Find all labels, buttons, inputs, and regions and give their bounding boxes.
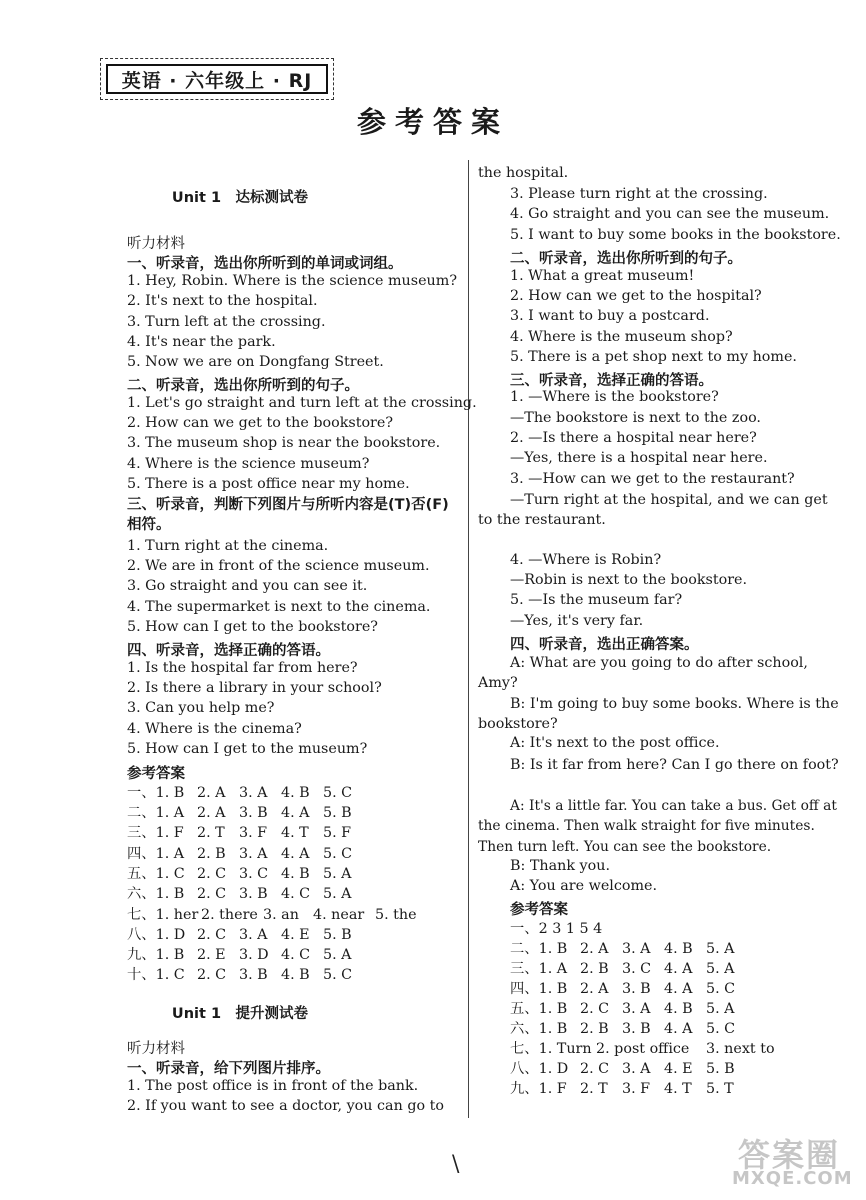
list-item: 5. There is a post office near my home. (127, 476, 410, 492)
book-label: 英语 · 六年级上 · RJ (106, 64, 328, 94)
unit-title: Unit 1 提升测试卷 (171, 1006, 309, 1022)
answer-row: 九、1. F 2. T 3. F 4. T 5. T (510, 1081, 734, 1097)
list-item: —Yes, it's very far. (510, 613, 644, 629)
watermark-logo (710, 1130, 860, 1192)
list-item: 2. —Is there a hospital near here? (510, 430, 757, 446)
section-label: 听力材料 (127, 1041, 185, 1057)
answer-row: 八、1. D 2. C 3. A 4. E 5. B (127, 927, 352, 943)
watermark-line1: 答案圈 (738, 1136, 841, 1174)
answer-row: 四、1. A 2. B 3. A 4. A 5. C (127, 846, 353, 862)
section-heading: 四、听录音，选择正确的答语。 (127, 643, 330, 659)
list-item: 1. The post office is in front of the bank. (127, 1078, 419, 1094)
page-title: 参考答案 (356, 105, 509, 139)
list-item: 1. What a great museum! (510, 268, 695, 284)
unit-title: Unit 1 达标测试卷 (171, 190, 309, 206)
list-item: 4. —Where is Robin? (510, 552, 662, 568)
list-item: 3. I want to buy a postcard. (510, 308, 710, 324)
answer-row: 八、1. D 2. C 3. A 4. E 5. B (510, 1061, 735, 1077)
dialog-line: B: Is it far from here? Can I go there on foot? (510, 757, 839, 773)
dialog-line: A: What are you going to do after school, Amy? (478, 655, 808, 692)
answer-row: 五、1. C 2. C 3. C 4. B 5. A (127, 866, 352, 882)
dialog-line: A: It's next to the post office. (510, 735, 720, 751)
answer-row: 一、1. B 2. A 3. A 4. B 5. C (127, 785, 353, 801)
list-item: 1. Turn right at the cinema. (127, 538, 329, 554)
right-column (470, 0, 866, 1200)
section-label: 听力材料 (127, 236, 185, 252)
answer-row: 三、1. F 2. T 3. F 4. T 5. F (127, 825, 352, 841)
list-item: 3. —How can we get to the restaurant? (510, 471, 795, 487)
list-item: 4. Where is the museum shop? (510, 329, 733, 345)
list-item: 2. We are in front of the science museum. (127, 558, 430, 574)
list-item: —The bookstore is next to the zoo. (510, 410, 761, 426)
list-item: 5. I want to buy some books in the bookstore. (510, 227, 841, 243)
list-item: 2. How can we get to the bookstore? (127, 415, 394, 431)
answer-row: 六、1. B 2. C 3. B 4. C 5. A (127, 886, 352, 902)
list-item: —Yes, there is a hospital near here. (510, 450, 768, 466)
answers-heading: 参考答案 (127, 766, 185, 782)
answer-row: 四、1. B 2. A 3. B 4. A 5. C (510, 981, 736, 997)
section-heading: 一、听录音，给下列图片排序。 (127, 1061, 330, 1077)
list-item: 2. How can we get to the hospital? (510, 288, 762, 304)
answer-row: 十、1. C 2. C 3. B 4. B 5. C (127, 967, 353, 983)
list-item: 4. It's near the park. (127, 334, 276, 350)
list-item: 3. Can you help me? (127, 700, 275, 716)
list-item: 2. Is there a library in your school? (127, 680, 382, 696)
answer-row: 二、1. B 2. A 3. A 4. B 5. A (510, 941, 735, 957)
list-item: 4. Go straight and you can see the museum. (510, 206, 830, 222)
list-item: 3. Turn left at the crossing. (127, 314, 326, 330)
section-heading: 二、听录音，选出你所听到的句子。 (127, 378, 359, 394)
answer-row: 五、1. B 2. C 3. A 4. B 5. A (510, 1001, 735, 1017)
list-item: —Turn right at the hospital, and we can get to the restaurant. (478, 492, 828, 529)
dialog-line: A: It's a little far. You can take a bus. Get off at the cinema. Then walk straight for five minutes. Then turn left. You can see the bookstore. (478, 798, 837, 855)
list-item: 5. —Is the museum far? (510, 592, 683, 608)
answer-row: 三、1. A 2. B 3. C 4. A 5. A (510, 961, 735, 977)
list-item: 5. Now we are on Dongfang Street. (127, 354, 384, 370)
answer-row: 七、1. Turn 2. post office 3. next to (510, 1041, 775, 1057)
answer-row: 七、1. her 2. there 3. an 4. near 5. the (127, 907, 417, 923)
list-item: 5. How can I get to the museum? (127, 741, 368, 757)
section-heading: 三、听录音，判断下列图片与所听内容是(T)否(F)相符。 (127, 497, 449, 534)
answers-heading: 参考答案 (510, 902, 568, 918)
dialog-line: B: I'm going to buy some books. Where is the bookstore? (478, 696, 839, 733)
dialog-line: B: Thank you. (510, 858, 610, 874)
answer-row: 六、1. B 2. B 3. B 4. A 5. C (510, 1021, 736, 1037)
answer-row: 九、1. B 2. E 3. D 4. C 5. A (127, 947, 352, 963)
section-heading: 四、听录音，选出正确答案。 (510, 637, 699, 653)
list-item: 5. There is a pet shop next to my home. (510, 349, 797, 365)
dialog-line: A: You are welcome. (510, 878, 658, 894)
list-item: 3. Please turn right at the crossing. (510, 186, 768, 202)
page-mark: \ (452, 1152, 460, 1177)
section-heading: 一、听录音，选出你所听到的单词或词组。 (127, 256, 403, 272)
section-heading: 二、听录音，选出你所听到的句子。 (510, 251, 742, 267)
answer-row: 二、1. A 2. A 3. B 4. A 5. B (127, 805, 352, 821)
list-item: 4. The supermarket is next to the cinema. (127, 599, 431, 615)
list-item: 1. Hey, Robin. Where is the science museum? (127, 273, 457, 289)
list-item: 2. It's next to the hospital. (127, 293, 318, 309)
list-item: —Robin is next to the bookstore. (510, 572, 748, 588)
answer-row: 一、2 3 1 5 4 (510, 921, 603, 937)
list-item: 4. Where is the cinema? (127, 721, 302, 737)
list-item: 3. Go straight and you can see it. (127, 578, 368, 594)
list-item: 4. Where is the science museum? (127, 456, 370, 472)
watermark-line2: MXQE.COM (732, 1168, 853, 1189)
continued-text: the hospital. (478, 165, 569, 181)
list-item: 1. Is the hospital far from here? (127, 660, 358, 676)
column-divider (468, 160, 469, 1118)
list-item: 3. The museum shop is near the bookstore. (127, 435, 441, 451)
list-item: 1. —Where is the bookstore? (510, 389, 719, 405)
list-item: 2. If you want to see a doctor, you can go to (127, 1098, 444, 1114)
list-item: 5. How can I get to the bookstore? (127, 619, 378, 635)
section-heading: 三、听录音，选择正确的答语。 (510, 373, 713, 389)
list-item: 1. Let's go straight and turn left at the crossing. (127, 395, 477, 411)
